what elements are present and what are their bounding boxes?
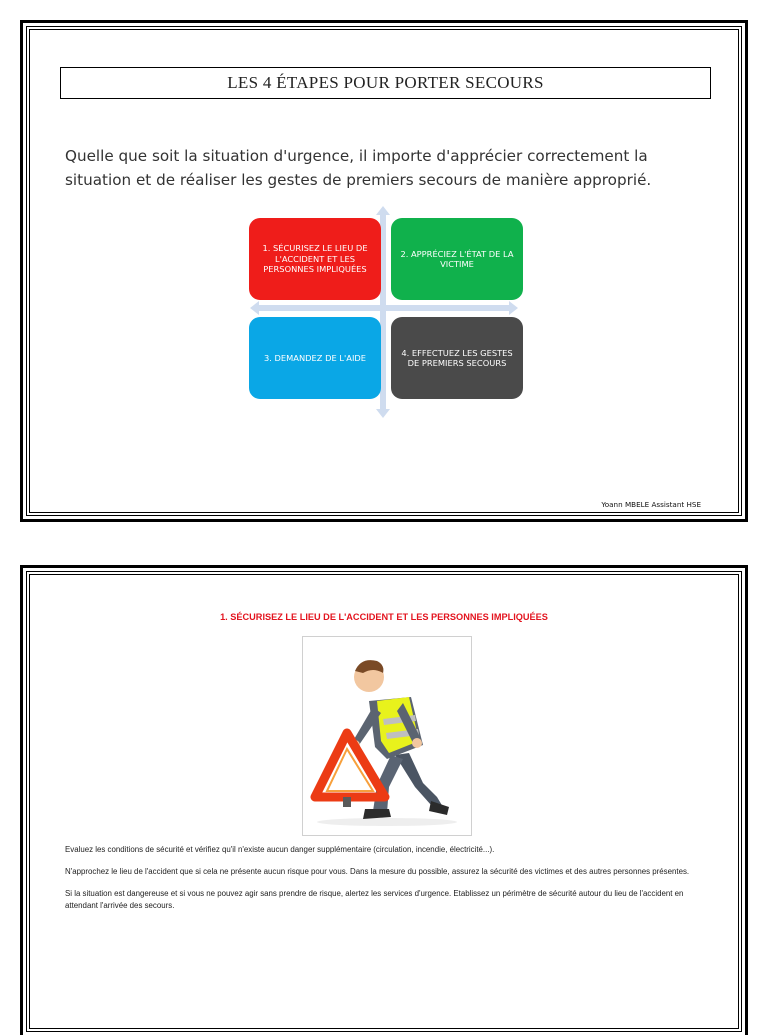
step-4-label: 4. EFFECTUEZ LES GESTES DE PREMIERS SECOURS bbox=[401, 347, 513, 368]
arrow-up-icon bbox=[376, 206, 390, 215]
step-1-heading: 1. SÉCURISEZ LE LIEU DE L'ACCIDENT ET LES PERSONNES IMPLIQUÉES bbox=[220, 612, 548, 622]
slide-step-1 bbox=[20, 565, 748, 1035]
arrow-down-icon bbox=[376, 409, 390, 418]
step-3-box bbox=[249, 317, 381, 399]
horizontal-axis bbox=[259, 305, 509, 311]
four-steps-diagram bbox=[245, 206, 523, 418]
step-4-box bbox=[391, 317, 523, 399]
step-3-label: 3. DEMANDEZ DE L'AIDE bbox=[263, 352, 367, 363]
warning-triangle-illustration bbox=[302, 636, 472, 836]
arrow-right-icon bbox=[509, 301, 518, 315]
step-1-label: 1. SÉCURISEZ LE LIEU DE L'ACCIDENT ET LES PERSONNES IMPLIQUÉES bbox=[262, 243, 368, 275]
slide-title: LES 4 ÉTAPES POUR PORTER SECOURS bbox=[60, 67, 711, 99]
step-1-paragraphs bbox=[65, 844, 715, 922]
paragraph-2: N'approchez le lieu de l'accident que si cela ne présente aucun risque pour vous. Dans la mesure du possible, assurez la sécurité des victimes et des autres personnes présentes. bbox=[65, 867, 690, 876]
slide-four-steps bbox=[20, 20, 748, 522]
paragraph-1: Evaluez les conditions de sécurité et vérifiez qu'il n'existe aucun danger supplémentaire (circulation, incendie, électricité...). bbox=[65, 845, 495, 854]
step-2-box bbox=[391, 218, 523, 300]
author-footer: Yoann MBELE Assistant HSE bbox=[601, 500, 701, 509]
paragraph-3: Si la situation est dangereuse et si vous ne pouvez agir sans prendre de risque, alertez les services d'urgence. Etablissez un périmètre de sécurité autour du lieu de l'accident en attendant l'arrivée des secours. bbox=[65, 889, 684, 910]
step-1-box bbox=[249, 218, 381, 300]
intro-text: Quelle que soit la situation d'urgence, il importe d'apprécier correctement la situation et de réaliser les gestes de premiers secours de manière approprié. bbox=[65, 147, 652, 189]
person-placing-warning-triangle-icon bbox=[303, 637, 471, 835]
step-2-label: 2. APPRÉCIEZ L'ÉTAT DE LA VICTIME bbox=[400, 248, 514, 269]
arrow-left-icon bbox=[250, 301, 259, 315]
